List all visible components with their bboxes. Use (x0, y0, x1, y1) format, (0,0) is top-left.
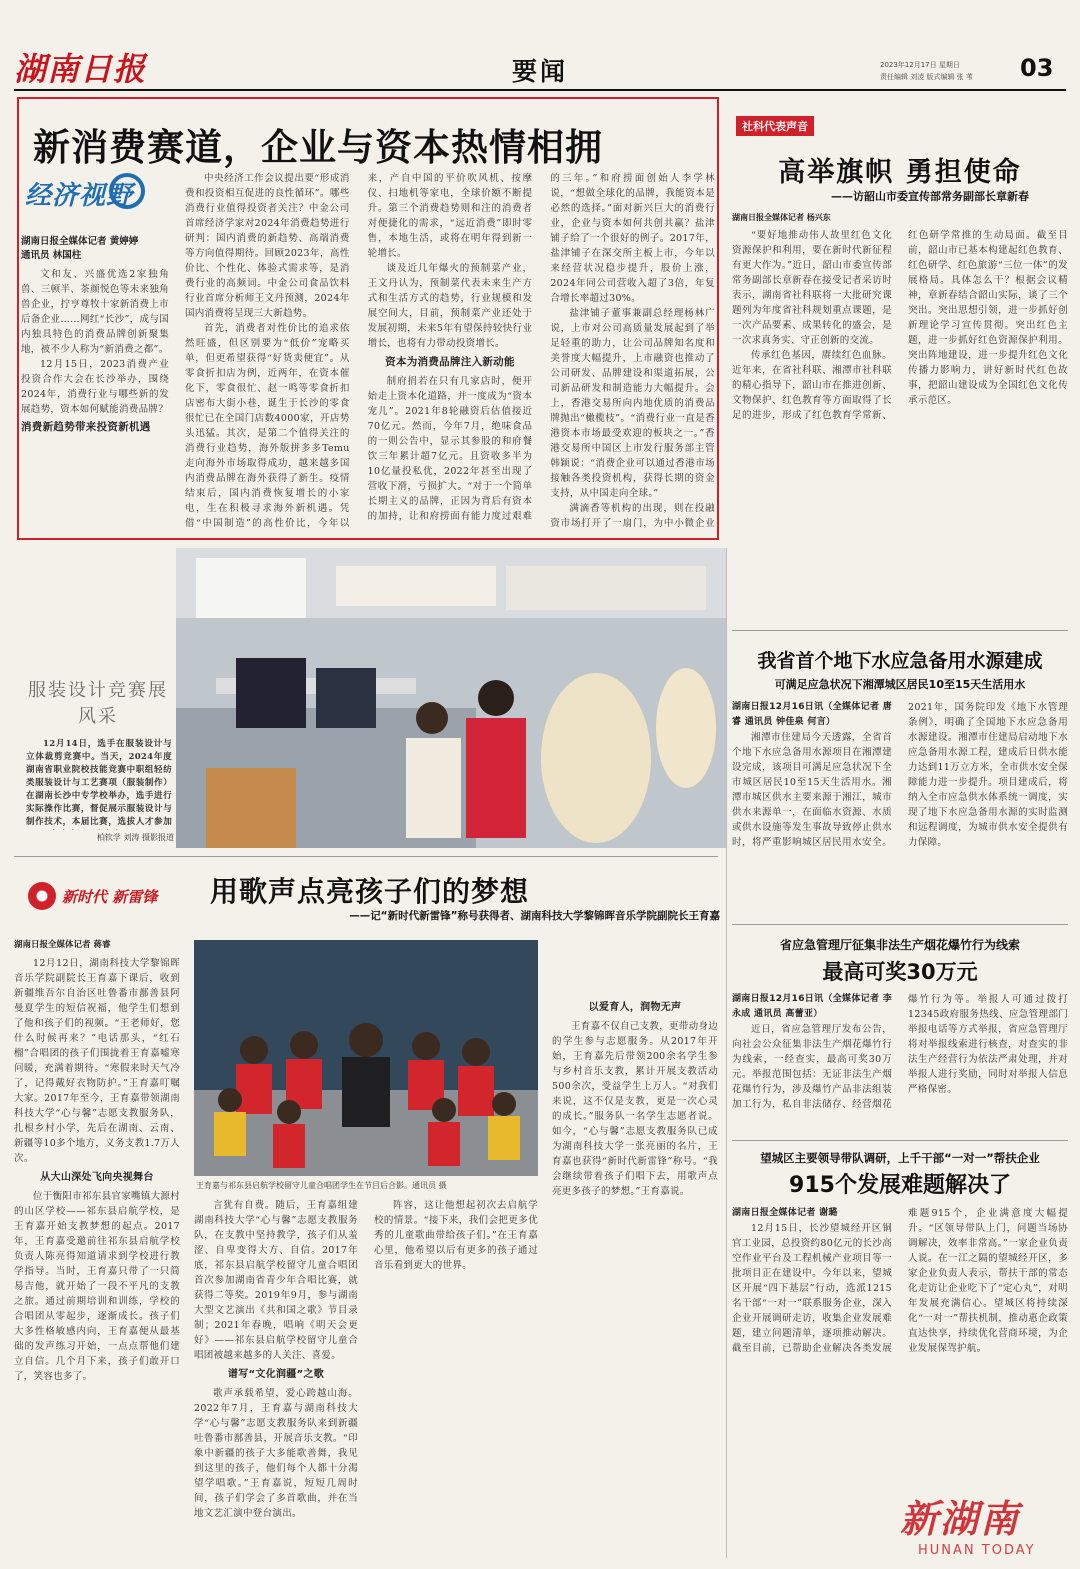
groundwater-body (732, 700, 1068, 912)
feature-col-4 (552, 940, 718, 1556)
interview-story (732, 116, 1068, 621)
feature-para: 阵容，这让他想起初次去启航学校的情景。“接下来，我们会把更多优秀的儿童歌曲带给孩子们。”在王育嘉心里，他希望以后有更多的孩子通过音乐看到更大的世界。 (374, 1200, 538, 1271)
masthead-rule (14, 89, 1066, 91)
column-divider (726, 548, 727, 1558)
feature-col-1 (14, 956, 180, 1556)
page-number: 03 (1020, 54, 1054, 82)
wangcheng-kicker: 望城区主要领导带队调研，上千干部“一对一”帮扶企业 (760, 1151, 1040, 1165)
lead-para: 文和友、兴盛优选2家独角兽、三顿半、茶颜悦色等未来独角兽企业，拧亨尊牧十家新消费上市后备企业……网红“长沙”，成与国内独具特色的消费品牌创新聚集地，被不少人称为“新消费之都”。 (21, 269, 169, 355)
groundwater-title: 我省首个地下水应急备用水源建成 (757, 650, 1043, 672)
fireworks-byline: 湖南日报12月16日讯（全媒体记者 李永成 通讯员 高蕾亚） (732, 994, 892, 1019)
interview-title: 高举旗帜 勇担使命 (778, 157, 1022, 188)
lead-subhead-1: 消费新趋势带来投资新机遇 (21, 421, 151, 433)
paper-name-logo: 湖南日报 (14, 50, 147, 88)
choir-photo (194, 940, 538, 1176)
watermark-brand: 新湖南 (900, 1497, 1021, 1541)
interview-para: 传承红色基因，赓续红色血脉。近年来，在省社科联、湘潭市社科联的精心指导下，韶山市在推进创新、文物保护、红色教育等方面取得了长足的进步，形成了红色教育学常新、红色研学常推的生动局面。截至目前，韶山市已基本构建起红色教育、红色研学、红色旅游“三位一体”的发展格局。具体怎么干？根据会议精神，章新春结合韶山实际，谈了三个突出。突出思想引领，进一步抓好创新理论学习宣传贯彻。突出红色主题，进一步抓好红色资源保护利用。突出阵地建设，进一步提升红色文化传播力影响力，讲好新时代红色故事，把韶山建设成为全国红色文化传承示范区。 (732, 230, 1068, 421)
lead-para: 12月15日，2023消费产业投资合作大会在长沙举办，围绕2024年，消费行业与哪些新的发展趋势，资本如何赋能消费品牌？ (21, 359, 169, 415)
feature-para: 位于衡阳市祁东县官家嘴镇大源村的山区学校——祁东县启航学校，是王育嘉开始支教梦想的起点。2017年，王育嘉受邀前往祁东县启航学校负责人陈亮得知道请求到学校进行教学指导。当时，王育嘉只带了一只简易吉他，就开始了一段不平凡的支教之旅。通过前期培训和训练，学校的合唱团从零起步，逐渐成长。孩子们大多性格敏感内向，王育嘉便从最基础的发声练习开始，一点点帮他们建立自信。几个月下来，孩子们敢开口了，笑容也多了。 (14, 1191, 180, 1382)
fireworks-para: 近日，省应急管理厅发布公告，向社会公众征集非法生产烟花爆竹行为线索，一经查实，最高可奖30万元。举报范围包括：无证非法生产烟花爆竹行为，涉及爆竹产品非法组装加工行为，私自非法储存、经营烟花爆竹行为等。举报人可通过拨打12345政府服务热线、应急管理部门举报电话等方式举报，省应急管理厅将对举报线索进行核查，对查实的非法生产经营行为依法严肃处理，并对举报人进行奖励，同时对举报人信息严格保密。 (732, 994, 1068, 1110)
lead-byline: 湖南日报全媒体记者 黄婷婷 通讯员 林国柱 (21, 236, 139, 261)
lead-para: 制府捐若在只有几家店时，便开始走上资本化道路，并一度成为“资本宠儿”。2021年8轮融资后估值接近70亿元。然而，今年7月，绝味食品的一则公告中，显示其参股的和府餐饮三年累计超7亿元。且资收多半为10亿量投私优，2022年甚至出现了营收下滑，亏损扩大。“对于一个简单长期主义的品牌，正因为背后有资本的加持，让和府捞面有能力度过艰难的三年。”和府捞面创始人李学林说，“想做全球化的品牌，我能资本是必然的选择。”面对新兴巨大的消费行业，企业与资本如何共创共赢？盐津铺子给了一个很好的例子。2017年，盐津铺子在深交所主板上市，今年以来经营状况稳步提升，股价上涨，2024年同公司营收入超了3倍，年复合增长率超过30%。 (367, 173, 715, 522)
feature-subhead-1: 从大山深处飞向央视舞台 (40, 1172, 154, 1183)
choir-photo-art (194, 940, 538, 1176)
interview-subtitle: ——访韶山市委宣传部常务副部长章新春 (831, 190, 1029, 203)
section-name: 要闻 (511, 57, 568, 86)
photo-story-caption: 12月14日，选手在服装设计与立体裁剪竞赛中。当天，2024年度湖南省职业院校技能竞赛中职组轻纺类服装设计与工艺赛项（服装制作）在湖南长沙中专学校举办，选手进行实际操作比赛，督促展示服装设计与制作技术，本届比赛，选拔人才参加 (26, 739, 172, 827)
column-tag-label: 经济视野 (25, 181, 134, 211)
contest-photo (176, 548, 726, 848)
fireworks-kicker: 省应急管理厅征集非法生产烟花爆竹行为线索 (779, 938, 1020, 952)
groundwater-byline: 湖南日报12月16日讯（全媒体记者 唐睿 通讯员 钟佳泉 何言） (732, 702, 892, 727)
photo-story (14, 548, 726, 848)
lead-para: 盐津铺子董事兼副总经理杨林广说，上市对公司高质量发展起到了举足轻重的助力，让公司品牌知名度和美誉度大幅提升，上市融资也推动了公司研发、品牌建设和渠道拓展，公司新品研发和制造能力大幅提升。会上，香港交易所向内地优质的消费品牌抛出“橄榄枝”。“消费行业一直是香港资本市场最受欢迎的板块之一。”香港交易所中国区上市发行服务部主管韩颖说：“消费企业可以通过香港市场接触各类投资机构，获得长期的资金支持，从中国走向全球。” (550, 308, 715, 499)
brand-watermark (900, 1488, 1070, 1566)
feature-col-2 (194, 1198, 358, 1556)
column-tag-economy (25, 175, 175, 225)
contest-photo-art (176, 548, 726, 848)
photo-story-credit: 柏钦学 刘涛 摄影报道 (96, 833, 174, 842)
divider (14, 856, 718, 857)
lead-para: 首先，消费者对性价比的追求依然旺盛，但区别要为“低价”宠略买单，但更希望获得“好货卖便宜”。从零食折扣店为例，近两年，在资本催化下，零食很忙、赵一鸣等零食折扣店密布大街小巷，诞生于长沙的零食很忙已在全国门店数4000家，开店势头迅猛。其次，是第二个值得关注的消费行业趋势，海外版拼多多Temu走向海外市场取得成功，越来越多国内消费品牌在海外获得了新生。疫情结束后，国内消费恢复增长的小家电，生在积极寻求海外新机遇。凭借“中国制造”的高性价比，今年以来，产自中国的平价吹风机、按摩仪、扫地机等家电，全球价额不断提升。第三个消费趋势则和注的消费者对便捷化的需求，“远近消费”即时零售，本地生活，或将在明年得到新一轮增长。 (185, 173, 533, 529)
lead-col-1 (21, 267, 169, 535)
editor-line: 责任编辑 刘凌 版式编辑 张 苇 (880, 73, 973, 81)
feature-byline: 湖南日报全媒体记者 蒋睿 (14, 940, 111, 950)
feature-badge-label: 新时代 新雷锋 (62, 888, 158, 906)
watermark-brand-en: HUNAN TODAY (918, 1543, 1036, 1558)
lead-title: 新消费赛道，企业与资本热情相拥 (33, 126, 603, 169)
interview-body (732, 228, 1068, 620)
choir-photo-caption: 王育嘉与祁东县启航学校留守儿童合唱团学生在节目后合影。通讯员 摄 (196, 1181, 447, 1190)
interview-tag: 社科代表声音 (736, 116, 814, 136)
feature-story (14, 864, 720, 1560)
divider (732, 924, 1068, 925)
wangcheng-title: 915个发展难题解决了 (789, 1173, 1011, 1198)
feature-subhead-2: 谱写“文化润疆”之歌 (227, 1369, 325, 1380)
masthead (0, 0, 1080, 92)
groundwater-subtitle: 可满足应急状况下湘潭城区居民10至15天生活用水 (774, 678, 1026, 691)
interview-para: “要好地推动伟人故里红色文化资源保护和利用，要在新时代新征程有更大作为。”近日，韶山市委宣传部常务副部长章新春在接受记者采访时表示，湖南省社科联将一大批研究课题列为年度省社科规划重点课题，是一次产品要素、成果转化的盛会，是一次求真务实、守正创新的交流。 (732, 230, 892, 346)
feature-para: 12月12日，湖南科技大学黎锦晖音乐学院副院长王育嘉下课后，收到新疆维吾尔自治区吐鲁番市鄯善县阿曼夏学生的短信祝福，他学生们想到了他和孩子们的视频。“王老师好，您什么时候再来？”电话那头，“红石榴”合唱团的孩子们围拢着王育嘉嘘寒问暖，充满着期待。“寒假来时天气冷了，记得戴好衣物防护。”王育嘉叮嘱大家。2017年至今，王育嘉带领湖南科技大学“心与馨”志愿支教服务队，扎根乡村小学，先后在湖南、云南、新疆等10多个地方，义务支教1.7万人次。 (14, 958, 180, 1164)
feature-subhead-3: 以爱育人，润物无声 (588, 1002, 682, 1013)
lead-para: 谈及近几年爆火的预制菜产业，王文丹认为，预制菜代表未来生产方式和生活方式的趋势，行业规模和发展空间大，目前，预制菜产业还处于发展初期，未来5年有望保持较快行业增长，也将有力带动投资增长。 (367, 263, 533, 349)
fireworks-body (732, 992, 1068, 1132)
feature-para: 言犹有自费。随后，王育嘉组建湖南科技大学“心与馨”志愿支教服务队，在支教中坚持教学，孩子们从羞涩、自卑变得大方、自信。2017年底，祁东县启航学校留守儿童合唱团首次参加湖南省青少年合唱比赛，就获得二等奖。2019年9月，参与湖南大型文艺演出《共和国之歌》节目录制；2021年春晚，唱响《明天会更好》——祁东县启航学校留守儿童合唱团被越来越多的人关注、喜爱。 (194, 1200, 358, 1361)
lead-para: 满滴香等机构的出现，则在投融资市场打开了一扇门，为中小微企业 (550, 503, 715, 529)
lead-para: 中央经济工作会议提出要“形成消费和投资相互促进的良性循环”。哪些消费行业值得投资者关注？中金公司首席经济学家对2024年消费趋势进行研判：国内消费的新趋势、高端消费等方向值得期待。回顾2023年，高性价比、个性化、体验式需求等，是消费行业的高频词。中金公司食品饮料行业首席分析师王文丹预测，2024年国内消费将呈现三大新趋势。 (185, 173, 350, 319)
lead-story (17, 97, 719, 540)
magnifier-icon (109, 173, 145, 209)
feature-title: 用歌声点亮孩子们的梦想 (210, 875, 530, 908)
date-line: 2023年12月17日 星期日 (880, 61, 960, 69)
feature-badge (28, 880, 208, 912)
interview-byline: 湖南日报全媒体记者 杨兴东 (732, 213, 831, 222)
divider (732, 630, 1068, 631)
wangcheng-para: 12月15日，长沙望城经开区铜官工业园，总投资约80亿元的长沙高空作业平台及工程机械产业项目等一批项目正在建设中。今年以来，望城区开展“四下基层”行动，选派1215名干部“一对一”联系服务企业，深入企业开展调研走访，收集企业发展难题，建立问题清单，逐项推动解决。截至目前，已帮助企业解决各类发展难题915个，企业满意度大幅提升。“区领导带队上门，问题当场协调解决，效率非常高。”一家企业负责人说。在一江之隔的望城经开区，多家企业负责人表示，帮扶干部的常态化走访让企业吃下了“定心丸”，对明年发展充满信心。望城区将持续深化“一对一”帮扶机制，推动惠企政策直达快享，持续优化营商环境，为企业发展保驾护航。 (732, 1208, 1068, 1354)
lead-subhead-2: 资本为消费品牌注入新动能 (385, 356, 515, 368)
flower-icon (28, 882, 56, 910)
photo-story-title: 服装设计竞赛展风采 (28, 680, 168, 727)
fireworks-title: 最高可奖30万元 (822, 960, 978, 984)
wangcheng-byline: 湖南日报全媒体记者 谢璐 (732, 1208, 838, 1218)
fireworks-story (732, 936, 1068, 1132)
lead-cols-body (185, 171, 715, 535)
feature-subtitle: ——记“新时代新雷锋”称号获得者、湖南科技大学黎锦晖音乐学院副院长王育嘉 (349, 910, 720, 922)
feature-para: 歌声承载希望，爱心跨越山海。2022年7月，王育嘉与湖南科技大学“心与馨”志愿支教服务队来到新疆吐鲁番市鄯善县，开展音乐支教。“印象中新疆的孩子大多能歌善舞，我见到这里的孩子，他们每个人都十分渴望学唱歌。”王育嘉说，短短几周时间，孩子们学会了多首歌曲，并在当地文艺汇演中登台演出。 (194, 1388, 358, 1519)
divider (732, 1140, 1068, 1141)
groundwater-story (732, 646, 1068, 914)
feature-para: 王育嘉不仅自己支教，更带动身边的学生参与志愿服务。从2017年开始，王育嘉先后带领200余名学生参与乡村音乐支教，累计开展支教活动500余次，受益学生上万人。“对我们来说，这不仅是支教，更是一次心灵的成长。”服务队一名学生志愿者说。如今，“心与馨”志愿支教服务队已成为湖南科技大学一张亮丽的名片，王育嘉也获得“新时代新雷锋”称号。“我会继续带着孩子们唱下去，用歌声点亮更多孩子的梦想。”王育嘉说。 (552, 1021, 718, 1197)
groundwater-para: 湘潭市住建局今天透露，全省首个地下水应急备用水源项目在湘潭建设完成，该项目可满足应急状况下全市城区居民10至15天生活用水。湘潭市城区供水主要来源于湘江，城市供水来源单一，在面临水资源、水质或供水设施等发生事故导致停止供水时，将严重影响城区居民用水安全。2021年，国务院印发《地下水管理条例》，明确了全国地下水应急备用水源建设。湘潭市住建局启动地下水应急备用水源工程，建成后日供水能力达到11万立方米，全市供水安全保障能力进一步提升。项目建成后，将纳入全市应急供水体系统一调度，实现了地下水应急备用水源的实时监测和远程调度，为城市供水安全提供有力保障。 (732, 702, 1068, 848)
feature-col-3 (374, 1198, 538, 1556)
